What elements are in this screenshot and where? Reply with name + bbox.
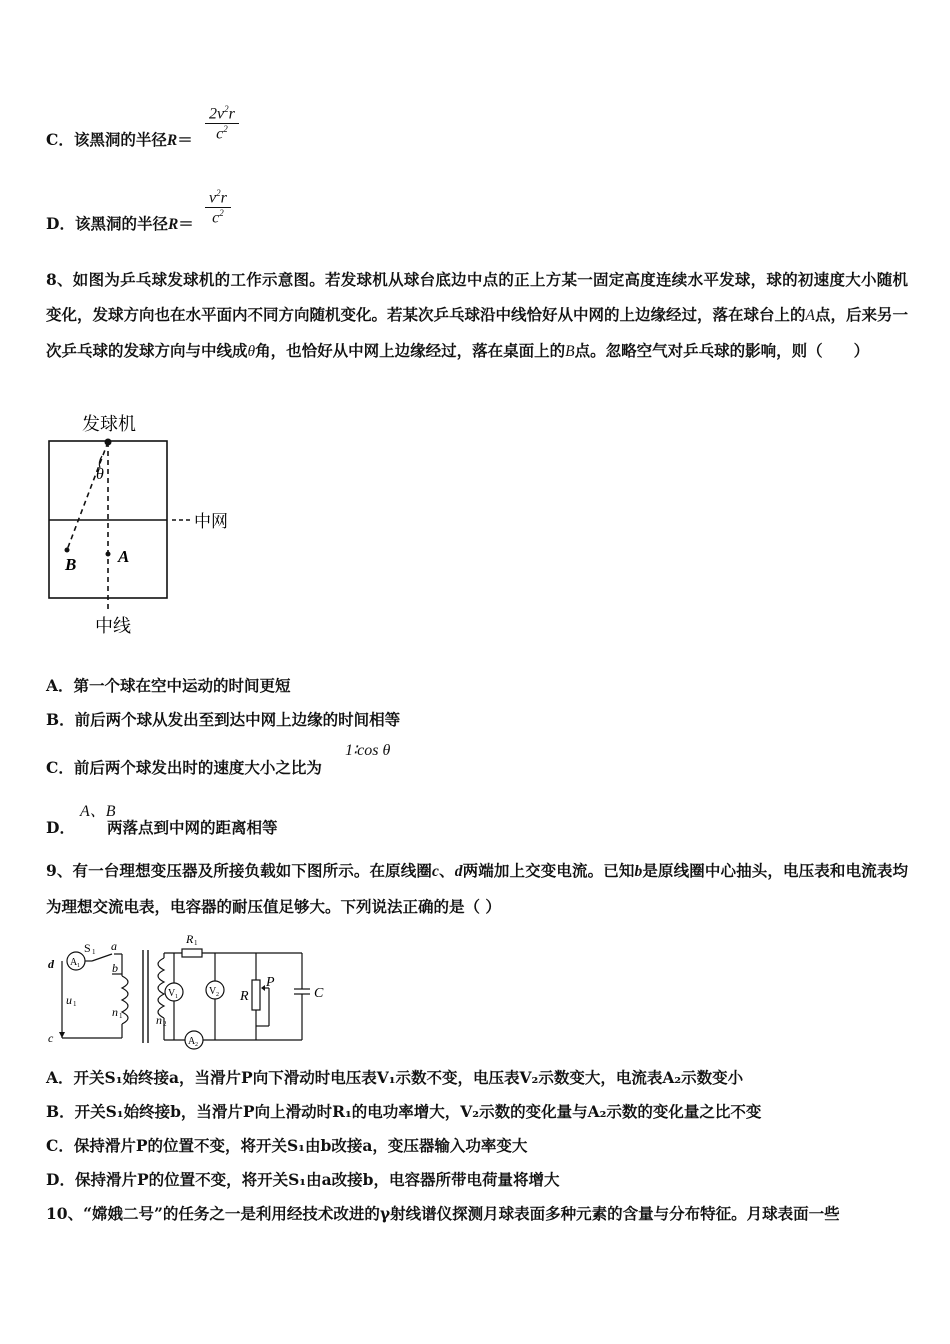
q7-c-fraction: $2v^2r$ $c^2$ <box>205 104 239 144</box>
svg-text:1: 1 <box>194 939 198 947</box>
q8-option-c: C．前后两个球发出时的速度大小之比为 <box>46 758 322 777</box>
svg-text:c: c <box>48 1031 54 1045</box>
svg-text:1: 1 <box>119 1012 123 1020</box>
svg-text:P: P <box>266 975 275 990</box>
q9-option-d: D．保持滑片P的位置不变，将开关S₁由a改接b，电容器所带电荷量将增大 <box>46 1170 560 1189</box>
svg-text:u: u <box>66 993 72 1007</box>
svg-text:b: b <box>112 961 118 975</box>
centerline-label: 中线 <box>95 616 131 636</box>
q8-stem: 8、如图为乒乓球发球机的工作示意图。若发球机从球台底边中点的正上方某一固定高度连续水平发球，球的初速度大小随机变化，发球方向也在水平面内不同方向随机变化。若某次乒乓球沿中线恰好从中网的上边缘经过，落在球台上的A点，后来另一次乒乓球的发球方向与中线成θ角，也恰好从中网上边缘经过，落在桌面上的B点。忽略空气对乒乓球的影响，则（ ） <box>46 270 908 360</box>
ball-b-path <box>67 442 108 550</box>
q8-option-a: A．第一个球在空中运动的时间更短 <box>46 676 291 695</box>
svg-text:n: n <box>156 1013 162 1027</box>
svg-text:2: 2 <box>195 1042 198 1048</box>
svg-text:2: 2 <box>216 992 219 998</box>
transformer-circuit <box>40 928 340 1056</box>
q10-stem: 10、“嫦娥二号”的任务之一是利用经技术改进的γ射线谱仪探测月球表面多种元素的含量与分布特征。月球表面一些 <box>46 1204 840 1223</box>
q9-option-b: B．开关S₁始终接b，当滑片P向上滑动时R₁的电功率增大，V₂示数的变化量与A₂示数的变化量之比不变 <box>46 1102 762 1121</box>
svg-text:R: R <box>240 989 249 1004</box>
net-label: 中网 <box>194 512 228 531</box>
svg-text:d: d <box>48 957 54 971</box>
svg-text:R: R <box>186 932 194 946</box>
theta-label: θ <box>96 466 104 483</box>
q9-stem: 9、有一台理想变压器及所接负载如下图所示。在原线圈c、d两端加上交变电流。已知b是原线圈中心抽头，电压表和电流表均为理想交流电表，电容器的耐压值足够大。下列说法正确的是（ ） <box>46 861 908 916</box>
svg-text:1: 1 <box>77 963 80 969</box>
label-b: B <box>65 555 77 574</box>
svg-text:1: 1 <box>73 1000 77 1008</box>
svg-text:V: V <box>209 986 217 997</box>
svg-text:C: C <box>314 986 324 1001</box>
resistor-r1 <box>182 949 202 957</box>
svg-text:S: S <box>84 941 91 955</box>
q7-option-c: C．该黑洞的半径R＝ <box>46 130 193 149</box>
svg-text:V: V <box>168 988 176 999</box>
q7-option-d: D．该黑洞的半径R＝ <box>46 214 194 233</box>
svg-text:n: n <box>112 1005 118 1019</box>
label-a: A <box>118 547 130 566</box>
rheostat-r <box>252 980 260 1010</box>
svg-text:A: A <box>70 957 78 968</box>
svg-text:a: a <box>111 939 117 953</box>
q8-option-d: D． 两落点到中网的距离相等 <box>46 818 278 837</box>
q8-c-expression: 1∶cos θ <box>345 742 391 759</box>
q8-option-b: B．前后两个球从发出至到达中网上边缘的时间相等 <box>46 710 401 729</box>
svg-text:1: 1 <box>92 948 96 956</box>
q9-option-a: A．开关S₁始终接a，当滑片P向下滑动时电压表V₁示数不变，电压表V₂示数变大，电流表A₂示数变小 <box>46 1068 744 1087</box>
q9-option-c: C．保持滑片P的位置不变，将开关S₁由b改接a，变压器输入功率变大 <box>46 1136 528 1155</box>
point-b <box>65 548 70 553</box>
q8-d-expression: A、B <box>80 803 116 820</box>
svg-text:A: A <box>188 1036 196 1047</box>
svg-text:2: 2 <box>163 1020 167 1028</box>
machine-label: 发球机 <box>82 414 136 434</box>
svg-text:1: 1 <box>175 994 178 1000</box>
point-a <box>106 552 111 557</box>
q7-d-fraction: $v^2r$ $c^2$ <box>205 188 231 228</box>
ping-pong-diagram <box>40 408 240 640</box>
